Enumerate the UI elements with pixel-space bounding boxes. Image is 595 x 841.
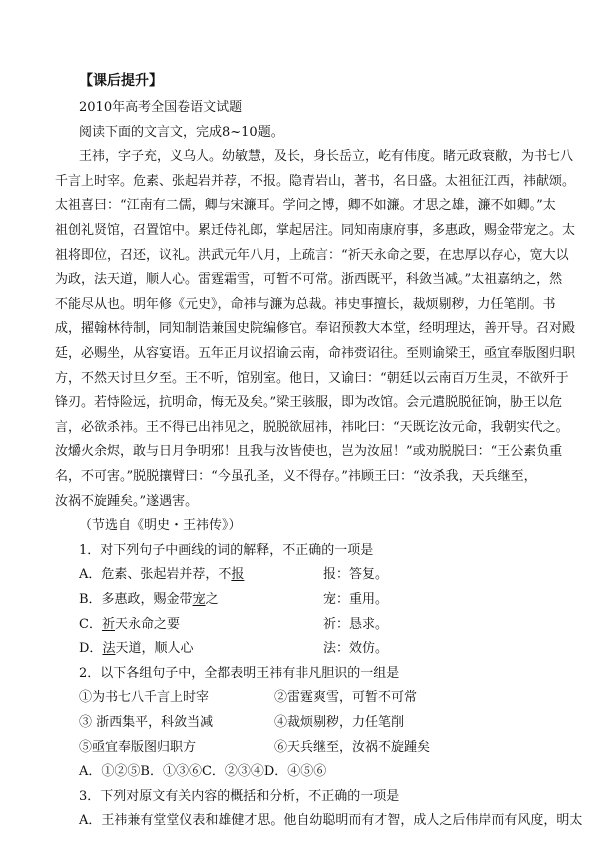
option-text: B．多惠政，赐金带 — [79, 592, 193, 607]
question-1-stem: 1．对下列句子中画线的词的解释，不正确的一项是 — [79, 543, 374, 558]
q3-option-a: A．王祎兼有堂堂仪表和雄健才思。他自幼聪明而有才智，成人之后伟岸而有风度，明太 — [79, 813, 583, 828]
passage-line: 名，不可害。”脱脱攘臂曰：“今虽孔圣，义不得存。”祎顾王曰：“汝杀我，天兵继至， — [55, 469, 537, 484]
passage-line: 言，必欲杀祎。王不得已出祎见之，脱脱欲屈祎，祎叱曰：“天既讫汝元命，我朝实代之。 — [55, 420, 569, 435]
passage-line: 不能尽从也。明年修《元史》，命祎与濂为总裁。祎史事擅长，裁烦剔秽，力任笔削。书 — [55, 297, 556, 312]
q2-item: ⑤亟宜奉版图归职方 — [79, 740, 197, 755]
option-gloss: 宠：重用。 — [323, 592, 389, 607]
passage-line: 成，擢翰林待制，同知制诰兼国史院编修官。奉诏预教大本堂，经明理达，善开导。召对殿 — [55, 321, 576, 336]
option-text: A．危素、张起岩并荐，不 — [79, 567, 232, 582]
option-text: D． — [79, 641, 103, 656]
question-3-stem: 3．下列对原文有关内容的概括和分析，不正确的一项是 — [79, 789, 400, 804]
underlined-word: 宠 — [192, 592, 206, 607]
passage-line: 祖将即位，召还，议礼。洪武元年八月，上疏言：“祈天永命之要，在忠厚以存心，宽大以 — [55, 248, 569, 263]
passage-line: 方，不然天讨旦夕至。王不听，馆别室。他日，又谕曰：“朝廷以云南百万生灵，不欲歼于 — [55, 371, 569, 386]
passage-line: 祖创礼贤馆，召置馆中。累迁侍礼郎，掌起居注。同知南康府事，多惠政，赐金带宠之。太 — [55, 223, 576, 238]
option-text: 天永命之要 — [114, 617, 180, 632]
passage-line: 廷，必赐坐，从容宴语。五年正月议招谕云南，命祎赍诏往。至则谕梁王，亟宜奉版图归职 — [55, 346, 576, 361]
q2-item: ①为书七八千言上时宰 — [79, 690, 210, 705]
q2-row — [79, 740, 431, 755]
option-text: 天道，顺人心 — [115, 641, 194, 656]
q2-row — [79, 690, 418, 705]
option-text: 之 — [205, 592, 219, 607]
instruction: 阅读下面的文言文，完成8~10题。 — [79, 125, 284, 140]
passage-line: 锋刃。若恃险远，抗明命，悔无及矣。”梁王骇服，即为改馆。会元遣脱脱征饷，胁王以危 — [55, 395, 563, 410]
passage-line: 汝爝火余烬，敢与日月争明邪！且我与汝皆使也，岂为汝屈！”或劝脱脱曰：“王公素负重 — [55, 444, 563, 459]
q1-option-a — [79, 567, 389, 582]
passage-line: 汝祸不旋踵矣。”遂遇害。 — [55, 494, 199, 509]
option-gloss: 法：效仿。 — [323, 641, 389, 656]
passage-line: 为政，法天道，顺人心。雷霆霜雪，可暂不可常。浙西既平，科敛当减。”太祖嘉纳之，然 — [55, 272, 563, 287]
passage-line: 王祎，字子充，义乌人。幼敏慧，及长，身长岳立，屹有伟度。睹元政衰敝，为书七八 — [79, 149, 574, 164]
underlined-word: 法 — [102, 641, 116, 656]
q2-item: ④裁烦剔秽，力任笔削 — [274, 715, 405, 730]
q2-item: ②雷霆爽雪，可暂不可常 — [274, 690, 418, 705]
passage-source: （节选自《明史・王祎传》） — [79, 518, 242, 533]
underlined-word: 报 — [231, 567, 245, 582]
q1-option-b — [79, 592, 389, 607]
q2-answers: A．①②⑤B．①③⑥C．②③④D．④⑤⑥ — [79, 764, 327, 779]
q2-row — [79, 715, 405, 730]
q1-option-d — [79, 641, 389, 656]
passage-line: 千言上时宰。危素、张起岩并荐，不报。隐青岩山，著书，名日盛。太祖征江西，祎献颂。 — [55, 174, 576, 189]
option-text: C． — [79, 617, 102, 632]
option-gloss: 报：答复。 — [323, 567, 389, 582]
section-heading: 【课后提升】 — [79, 73, 163, 89]
option-gloss: 祈：恳求。 — [323, 617, 389, 632]
q2-item: ⑥天兵继至，汝祸不旋踵矣 — [274, 740, 431, 755]
passage-line: 太祖喜曰：“江南有二儒，卿与宋濂耳。学问之博，卿不如濂。才思之雄，濂不如卿。”太 — [55, 198, 556, 213]
source-year: 2010年高考全国卷语文试题 — [79, 100, 243, 115]
underlined-word: 祈 — [101, 617, 115, 632]
q1-option-c — [79, 617, 389, 632]
q2-item: ③ 浙西集平，科敛当减 — [79, 715, 214, 730]
question-2-stem: 2．以下各组句子中，全都表明王祎有非凡胆识的一组是 — [79, 666, 400, 681]
